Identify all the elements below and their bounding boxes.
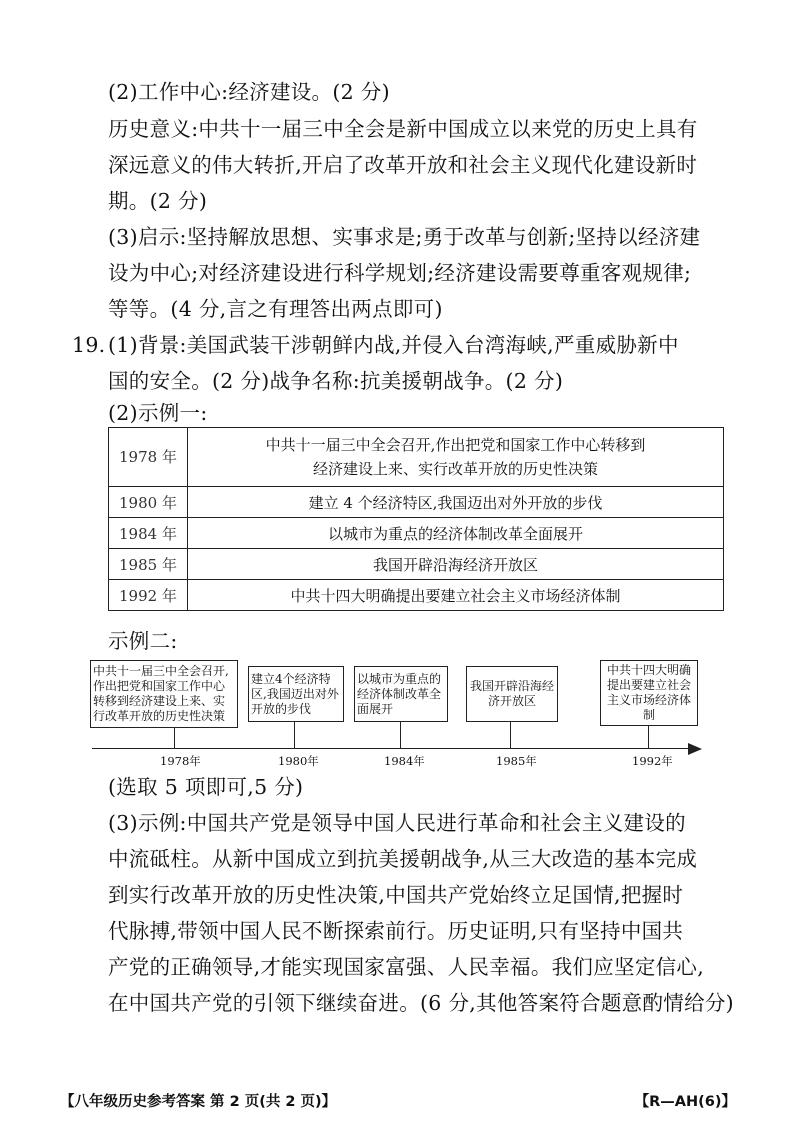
timeline-year-label: 1985年 — [496, 754, 537, 768]
answer-18-2-center: (2)工作中心:经济建设。(2 分) — [108, 80, 390, 104]
timeline-event-box: 建立4个经济特区,我国迈出对外开放的步伐 — [248, 666, 344, 722]
table-event-cell: 中共十四大明确提出要建立社会主义市场经济体制 — [188, 580, 724, 611]
answer-18-3-line: 设为中心;对经济建设进行科学规划;经济建设需要尊重客观规律; — [108, 261, 692, 285]
timeline-connector — [648, 726, 649, 748]
table-year-cell: 1992 年 — [109, 580, 188, 611]
answer-19-2-scoring-note: (选取 5 项即可,5 分) — [108, 775, 304, 799]
timeline-arrowhead — [688, 743, 702, 755]
timeline-year-label: 1984年 — [384, 754, 425, 768]
table-event-cell — [188, 428, 724, 487]
table-row — [109, 518, 724, 549]
question-number-19: 19. — [72, 333, 106, 357]
timeline-year-label: 1980年 — [278, 754, 319, 768]
answer-18-3-line: (3)启示:坚持解放思想、实事求是;勇于改革与创新;坚持以经济建 — [108, 225, 701, 249]
answer-19-1-line: (1)背景:美国武装干涉朝鲜内战,并侵入台湾海峡,严重威胁新中 — [108, 333, 679, 357]
reform-timeline-table — [108, 427, 724, 611]
answer-18-2-significance-line: 深远意义的伟大转折,开启了改革开放和社会主义现代化建设新时 — [108, 153, 698, 177]
answer-19-3-line: 到实行改革开放的历史性决策,中国共产党始终立足国情,把握时 — [108, 883, 684, 907]
table-year-cell: 1985 年 — [109, 549, 188, 580]
timeline-year-label: 1992年 — [632, 754, 673, 768]
timeline-connector — [174, 728, 175, 748]
table-event-line: 中共十一届三中全会召开,作出把党和国家工作中心转移到 — [265, 436, 646, 454]
table-row — [109, 580, 724, 611]
table-event-cell: 以城市为重点的经济体制改革全面展开 — [188, 518, 724, 549]
answer-19-2-example-two-label: 示例二: — [108, 629, 178, 653]
timeline-event-box: 中共十四大明确提出要建立社会主义市场经济体制 — [600, 660, 698, 726]
answer-19-3-line: 中流砥柱。从新中国成立到抗美援朝战争,从三大改造的基本完成 — [108, 847, 698, 871]
answer-19-2-example-one-label: (2)示例一: — [108, 401, 208, 425]
table-event-cell: 建立 4 个经济特区,我国迈出对外开放的步伐 — [188, 487, 724, 518]
timeline-event-box: 我国开辟沿海经济开放区 — [466, 666, 558, 722]
table-row — [109, 428, 724, 487]
answer-18-2-significance-line: 期。(2 分) — [108, 189, 208, 213]
answer-18-2-significance-line: 历史意义:中共十一届三中全会是新中国成立以来党的历史上具有 — [108, 117, 698, 141]
answer-19-1-line: 国的安全。(2 分)战争名称:抗美援朝战争。(2 分) — [108, 369, 564, 393]
table-year-cell: 1978 年 — [109, 428, 188, 487]
table-event-cell: 我国开辟沿海经济开放区 — [188, 549, 724, 580]
footer-page-info: 【八年级历史参考答案 第 2 页(共 2 页)】 — [60, 1094, 337, 1110]
timeline-event-box: 以城市为重点的经济体制改革全面展开 — [354, 666, 448, 722]
reform-timeline-diagram — [88, 660, 708, 770]
timeline-connector — [294, 722, 295, 748]
table-row — [109, 487, 724, 518]
table-event-line: 经济建设上来、实行改革开放的历史性决策 — [312, 460, 598, 478]
timeline-axis — [92, 748, 690, 749]
timeline-event-box: 中共十一届三中全会召开,作出把党和国家工作中心转移到经济建设上来、实行改革开放的历史性决策 — [90, 660, 238, 728]
timeline-connector — [510, 722, 511, 748]
answer-19-3-line: (3)示例:中国共产党是领导中国人民进行革命和社会主义建设的 — [108, 811, 686, 835]
timeline-year-label: 1978年 — [160, 754, 201, 768]
timeline-connector — [400, 722, 401, 748]
answer-19-3-line: 代脉搏,带领中国人民不断探索前行。历史证明,只有坚持中国共 — [108, 919, 684, 943]
table-year-cell: 1984 年 — [109, 518, 188, 549]
answer-18-3-line: 等等。(4 分,言之有理答出两点即可) — [108, 297, 443, 321]
footer-exam-code: 【R—AH(6)】 — [634, 1094, 736, 1110]
answer-19-3-line: 在中国共产党的引领下继续奋进。(6 分,其他答案符合题意酌情给分) — [108, 991, 734, 1015]
table-row — [109, 549, 724, 580]
table-year-cell: 1980 年 — [109, 487, 188, 518]
answer-19-3-line: 产党的正确领导,才能实现国家富强、人民幸福。我们应坚定信心, — [108, 955, 705, 979]
